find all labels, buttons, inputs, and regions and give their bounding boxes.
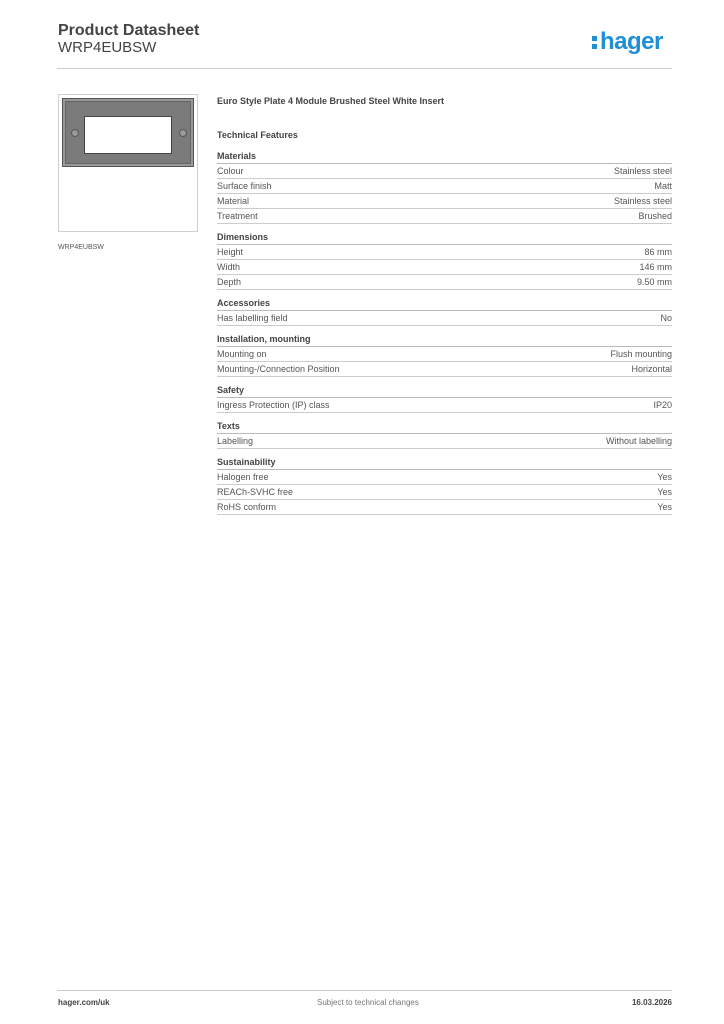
section-title: Texts — [217, 421, 672, 434]
spec-label: Halogen free — [217, 472, 269, 482]
footer-notice: Subject to technical changes — [317, 998, 419, 1007]
spec-label: RoHS conform — [217, 502, 277, 512]
section-title: Accessories — [217, 298, 672, 311]
features-heading: Technical Features — [217, 130, 298, 140]
header-divider — [57, 68, 672, 69]
section-title: Safety — [217, 385, 672, 398]
spec-label: Colour — [217, 166, 244, 176]
spec-label: Ingress Protection (IP) class — [217, 400, 330, 410]
spec-row — [217, 398, 672, 413]
spec-section — [217, 457, 672, 515]
spec-label: Height — [217, 247, 244, 257]
spec-content — [217, 96, 672, 515]
spec-label: Labelling — [217, 436, 254, 446]
spec-sections — [217, 151, 672, 515]
spec-value: 9.50 mm — [636, 277, 672, 287]
hager-logo — [592, 28, 663, 56]
product-title: Euro Style Plate 4 Module Brushed Steel White Insert — [217, 96, 445, 106]
spec-value: Flush mounting — [610, 349, 672, 359]
image-caption: WRP4EUBSW — [58, 244, 104, 251]
spec-row — [217, 347, 672, 362]
spec-row — [217, 434, 672, 449]
spec-value: Brushed — [638, 211, 672, 221]
spec-row — [217, 470, 672, 485]
section-title: Sustainability — [217, 457, 672, 470]
spec-section — [217, 385, 672, 413]
spec-label: Mounting-/Connection Position — [217, 364, 340, 374]
spec-label: Has labelling field — [217, 313, 288, 323]
screw-right-icon — [179, 129, 187, 137]
spec-section — [217, 334, 672, 377]
section-title: Materials — [217, 151, 672, 164]
spec-value: Stainless steel — [613, 166, 672, 176]
section-title: Installation, mounting — [217, 334, 672, 347]
footer-website: hager.com/uk — [58, 998, 110, 1007]
spec-value: Yes — [657, 472, 672, 482]
wall-plate-graphic — [62, 98, 194, 167]
page-title: Product Datasheet — [58, 22, 200, 39]
spec-value: Matt — [654, 181, 672, 191]
screw-left-icon — [71, 129, 79, 137]
spec-row — [217, 179, 672, 194]
spec-value: No — [660, 313, 672, 323]
footer-divider — [57, 990, 672, 991]
spec-section — [217, 232, 672, 290]
spec-section — [217, 151, 672, 224]
footer-date: 16.03.2026 — [631, 998, 672, 1007]
spec-label: Surface finish — [217, 181, 272, 191]
section-title: Dimensions — [217, 232, 672, 245]
spec-value: Stainless steel — [613, 196, 672, 206]
spec-row — [217, 260, 672, 275]
spec-row — [217, 245, 672, 260]
spec-label: Depth — [217, 277, 242, 287]
spec-value: Horizontal — [631, 364, 672, 374]
spec-row — [217, 164, 672, 179]
white-insert — [84, 116, 172, 154]
spec-label: Mounting on — [217, 349, 267, 359]
spec-value: 86 mm — [644, 247, 672, 257]
logo-text: hager — [600, 28, 663, 55]
product-image — [58, 94, 198, 232]
spec-value: 146 mm — [639, 262, 672, 272]
spec-row — [217, 362, 672, 377]
spec-label: Material — [217, 196, 250, 206]
spec-value: IP20 — [653, 400, 672, 410]
spec-row — [217, 500, 672, 515]
spec-value: Yes — [657, 502, 672, 512]
spec-label: REACh-SVHC free — [217, 487, 294, 497]
logo-colon-icon — [592, 32, 598, 50]
spec-row — [217, 275, 672, 290]
spec-label: Treatment — [217, 211, 258, 221]
spec-section — [217, 421, 672, 449]
product-code: WRP4EUBSW — [58, 39, 157, 56]
spec-row — [217, 311, 672, 326]
spec-value: Without labelling — [605, 436, 672, 446]
spec-section — [217, 298, 672, 326]
spec-row — [217, 209, 672, 224]
spec-row — [217, 194, 672, 209]
spec-row — [217, 485, 672, 500]
spec-label: Width — [217, 262, 241, 272]
spec-value: Yes — [657, 487, 672, 497]
